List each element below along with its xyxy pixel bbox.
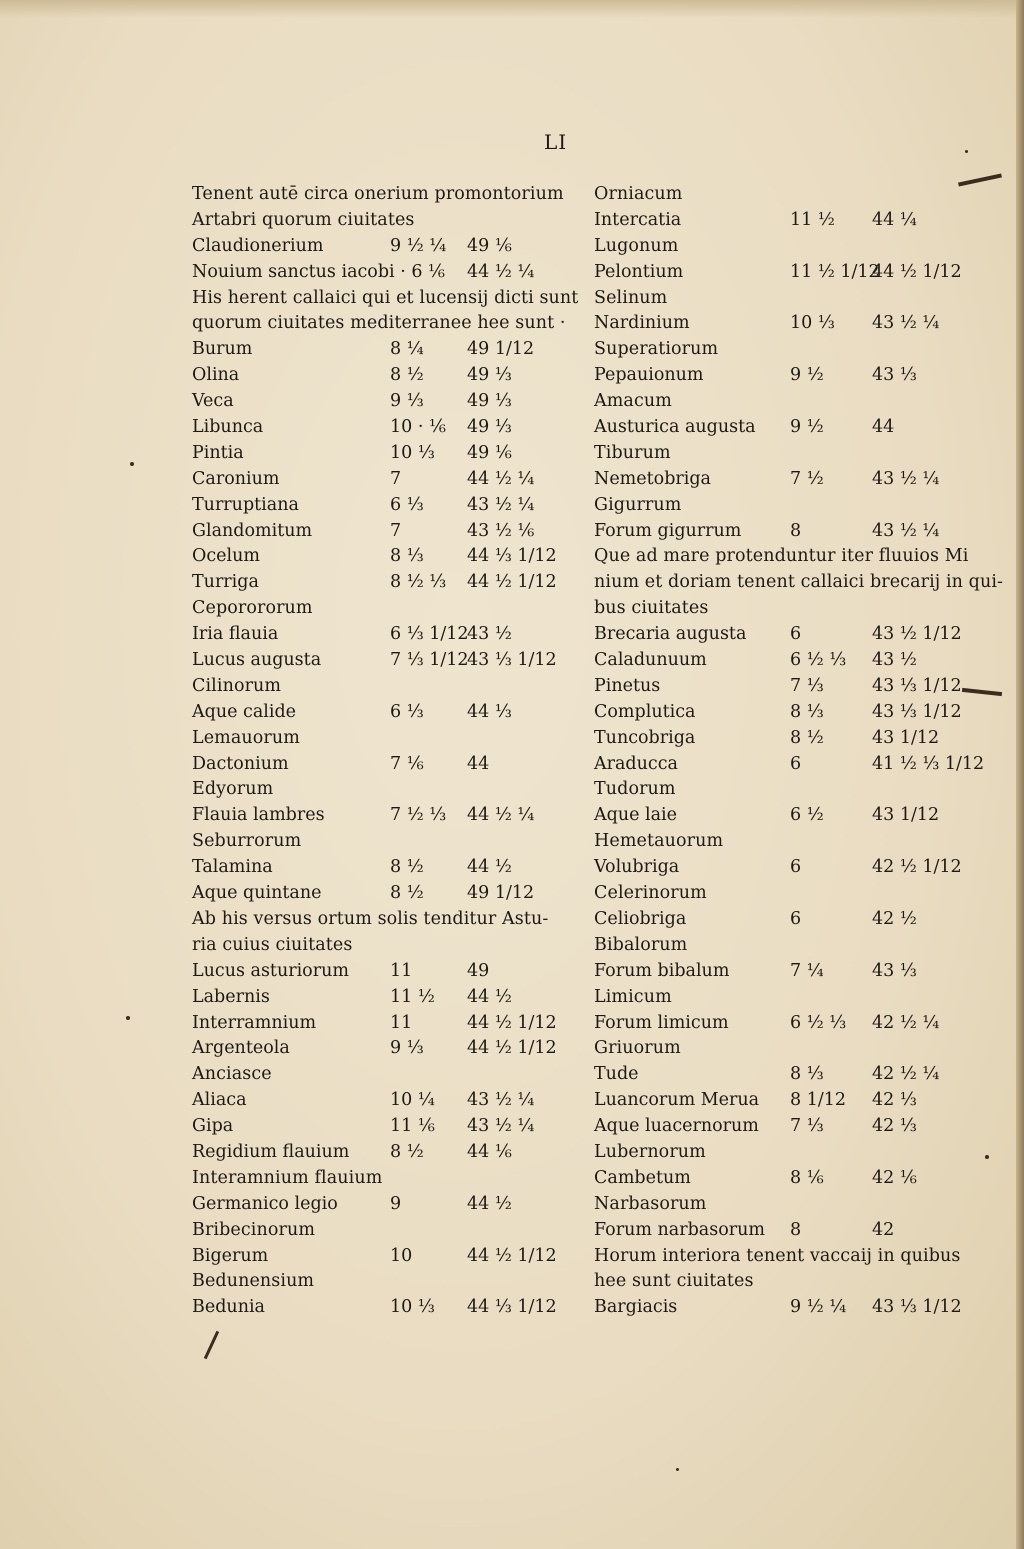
ink-speck	[985, 1155, 989, 1159]
table-row	[594, 311, 954, 337]
place-name: Interramnium	[192, 1012, 317, 1033]
table-row	[192, 700, 557, 726]
latitude-value: 42 ½ ¼	[872, 1012, 940, 1033]
table-row	[192, 855, 557, 881]
table-row	[594, 674, 962, 700]
place-name: Turruptiana	[192, 494, 299, 515]
table-row	[594, 493, 954, 519]
table-row	[192, 829, 557, 855]
place-name: Celerinorum	[594, 883, 707, 904]
table-row	[192, 208, 557, 234]
place-name: Forum bibalum	[594, 960, 730, 981]
latitude-value: 44 ½ 1/12	[467, 1012, 557, 1033]
place-name: ria cuius ciuitates	[192, 934, 353, 955]
longitude-value: 11 ½	[390, 986, 435, 1007]
latitude-value: 44	[872, 417, 895, 438]
place-name: Limicum	[594, 986, 672, 1007]
place-name: Superatiorum	[594, 339, 719, 360]
place-name: Edyorum	[192, 779, 274, 800]
place-name: Cilinorum	[192, 675, 282, 696]
place-name: Tudorum	[594, 779, 676, 800]
table-row	[594, 1062, 954, 1088]
ink-speck	[126, 1016, 130, 1020]
latitude-value: 43 ⅓ 1/12	[872, 1297, 962, 1318]
table-row	[192, 1269, 557, 1295]
table-row	[594, 234, 954, 260]
place-name: Iria flauia	[192, 624, 279, 645]
longitude-value: 9 ½ ¼	[390, 235, 447, 256]
longitude-value: 10 ⅓	[390, 442, 435, 463]
latitude-value: 43 ½ ¼	[467, 494, 535, 515]
latitude-value: 42	[872, 1219, 895, 1240]
place-name: Libunca	[192, 417, 264, 438]
longitude-value: 7 ½ ⅓	[390, 805, 447, 826]
latitude-value: 44 ⅓ 1/12	[467, 1297, 557, 1318]
table-row	[594, 441, 954, 467]
table-row	[192, 363, 557, 389]
table-row	[594, 389, 954, 415]
place-name: His herent callaici qui et lucensij dicti sunt	[192, 287, 579, 308]
table-row	[594, 1269, 954, 1295]
latitude-value: 49 ⅙	[467, 442, 512, 463]
table-row	[594, 570, 1004, 596]
longitude-value: 8 ⅙	[790, 1167, 824, 1188]
folio-number: LI	[544, 130, 568, 154]
table-row	[192, 1218, 557, 1244]
latitude-value: 41 ½ ⅓ 1/12	[872, 753, 985, 774]
table-row	[192, 182, 564, 208]
place-name: Forum gigurrum	[594, 520, 742, 541]
table-row	[192, 803, 557, 829]
place-name: Argenteola	[192, 1038, 290, 1059]
table-row	[594, 415, 954, 441]
table-row	[192, 622, 557, 648]
ink-mark	[962, 688, 1002, 696]
table-row	[192, 933, 557, 959]
place-name: Olina	[192, 365, 240, 386]
longitude-value: 8 1/12	[790, 1090, 846, 1111]
table-row	[594, 1244, 961, 1270]
table-row	[594, 1166, 954, 1192]
ink-speck	[965, 150, 968, 153]
ink-mark	[204, 1331, 219, 1359]
table-row	[594, 182, 954, 208]
place-name: Que ad mare protenduntur iter fluuios Mi	[594, 546, 969, 567]
place-name: Ceporororum	[192, 598, 313, 619]
latitude-value: 43 ⅓ 1/12	[467, 650, 557, 671]
table-row	[594, 1011, 954, 1037]
table-row	[594, 777, 954, 803]
table-row	[594, 985, 954, 1011]
latitude-value: 42 ½	[872, 908, 917, 929]
table-row	[594, 959, 954, 985]
table-row	[192, 1011, 557, 1037]
table-row	[192, 907, 557, 933]
place-name: Bedunensium	[192, 1271, 315, 1292]
latitude-value: 44 ½ ¼	[467, 805, 535, 826]
longitude-value: 6	[790, 624, 802, 645]
longitude-value: 8	[790, 520, 802, 541]
place-name: Pepauionum	[594, 365, 704, 386]
place-name: Nouium sanctus iacobi · 6 ⅙	[192, 261, 445, 282]
latitude-value: 43 ⅓ 1/12	[872, 701, 962, 722]
table-row	[192, 1192, 557, 1218]
table-row	[594, 648, 954, 674]
longitude-value: 6	[790, 908, 802, 929]
table-row	[192, 519, 557, 545]
place-name: Burum	[192, 339, 253, 360]
latitude-value: 43 1/12	[872, 805, 940, 826]
table-row	[192, 1062, 557, 1088]
place-name: Cambetum	[594, 1167, 691, 1188]
table-row	[192, 1166, 557, 1192]
longitude-value: 8 ½	[390, 365, 424, 386]
place-name: Pintia	[192, 442, 244, 463]
latitude-value: 44 ½ 1/12	[467, 572, 557, 593]
table-row	[192, 570, 557, 596]
table-row	[594, 260, 962, 286]
table-row	[192, 726, 557, 752]
place-name: Turriga	[192, 572, 259, 593]
place-name: nium et doriam tenent callaici brecarij in qui-	[594, 572, 1004, 593]
table-row	[192, 493, 557, 519]
latitude-value: 44 ½ 1/12	[872, 261, 962, 282]
table-row	[594, 519, 954, 545]
right-column	[594, 182, 1004, 1321]
place-name: Interamnium flauium	[192, 1167, 383, 1188]
place-name: Seburrorum	[192, 831, 302, 852]
table-row	[594, 467, 954, 493]
place-name: Luancorum Merua	[594, 1090, 760, 1111]
latitude-value: 49	[467, 960, 490, 981]
table-row	[594, 803, 954, 829]
place-name: Tenent autē circa onerium promontorium	[192, 184, 564, 204]
table-row	[594, 363, 954, 389]
longitude-value: 7	[390, 520, 402, 541]
table-row	[192, 260, 557, 286]
place-name: Bedunia	[192, 1297, 265, 1318]
place-name: Aque calide	[192, 701, 297, 722]
place-name: Tude	[594, 1064, 639, 1085]
latitude-value: 42 ½ ¼	[872, 1064, 940, 1085]
longitude-value: 6 ⅓ 1/12	[390, 624, 469, 645]
latitude-value: 44	[467, 753, 490, 774]
place-name: Regidium flauium	[192, 1141, 350, 1162]
table-row	[192, 1140, 557, 1166]
table-row	[594, 855, 962, 881]
latitude-value: 44 ½ ¼	[467, 468, 535, 489]
place-name: Glandomitum	[192, 520, 313, 541]
latitude-value: 43 ½ 1/12	[872, 624, 962, 645]
table-row	[594, 700, 962, 726]
place-name: Austurica augusta	[594, 417, 756, 438]
place-name: Pinetus	[594, 675, 661, 696]
longitude-value: 9 ½	[790, 417, 824, 438]
longitude-value: 6 ½ ⅓	[790, 650, 847, 671]
place-name: hee sunt ciuitates	[594, 1271, 754, 1292]
latitude-value: 44 ¼	[872, 209, 917, 230]
place-name: Caladunuum	[594, 650, 707, 671]
place-name: Artabri quorum ciuitates	[192, 209, 415, 230]
latitude-value: 43 ½ ¼	[872, 313, 940, 334]
longitude-value: 11	[390, 960, 413, 981]
longitude-value: 6 ½	[790, 805, 824, 826]
latitude-value: 43 ⅓ 1/12	[872, 675, 962, 696]
place-name: Lugonum	[594, 235, 679, 256]
page-top-shadow	[0, 0, 1024, 18]
latitude-value: 43 ½ ¼	[872, 468, 940, 489]
table-row	[594, 907, 954, 933]
latitude-value: 43 ½ ¼	[467, 1090, 535, 1111]
table-row	[192, 1114, 557, 1140]
place-name: Pelontium	[594, 261, 684, 282]
table-row	[192, 311, 566, 337]
longitude-value: 9 ½ ¼	[790, 1297, 847, 1318]
latitude-value: 44 ½ 1/12	[467, 1038, 557, 1059]
latitude-value: 43 ½ ¼	[872, 520, 940, 541]
table-row	[192, 467, 557, 493]
latitude-value: 49 1/12	[467, 883, 535, 904]
latitude-value: 44 ½	[467, 1193, 512, 1214]
place-name: Bigerum	[192, 1245, 269, 1266]
longitude-value: 8 ½	[390, 883, 424, 904]
table-row	[192, 777, 557, 803]
table-row	[594, 881, 954, 907]
place-name: Bribecinorum	[192, 1219, 316, 1240]
table-row	[192, 1036, 557, 1062]
longitude-value: 7 ⅓ 1/12	[390, 650, 469, 671]
latitude-value: 43 ⅓	[872, 365, 917, 386]
place-name: Talamina	[192, 857, 273, 878]
longitude-value: 11 ⅙	[390, 1116, 435, 1137]
place-name: Aliaca	[192, 1090, 247, 1111]
place-name: Aque laie	[594, 805, 678, 826]
place-name: Tiburum	[594, 442, 671, 463]
latitude-value: 44 ½ ¼	[467, 261, 535, 282]
place-name: Horum interiora tenent vaccaij in quibus	[594, 1245, 961, 1266]
latitude-value: 43 ½	[872, 650, 917, 671]
longitude-value: 11	[390, 1012, 413, 1033]
place-name: Claudionerium	[192, 235, 324, 256]
table-row	[192, 648, 557, 674]
table-row	[594, 208, 954, 234]
longitude-value: 8	[790, 1219, 802, 1240]
ink-speck	[130, 462, 134, 466]
table-row	[192, 234, 557, 260]
place-name: Celiobriga	[594, 908, 687, 929]
latitude-value: 42 ⅙	[872, 1167, 917, 1188]
latitude-value: 43 ½ ⅙	[467, 520, 535, 541]
place-name: Ab his versus ortum solis tenditur Astu-	[192, 908, 549, 929]
longitude-value: 6 ½ ⅓	[790, 1012, 847, 1033]
longitude-value: 7 ½	[790, 468, 824, 489]
longitude-value: 10 ¼	[390, 1090, 435, 1111]
table-row	[192, 674, 557, 700]
place-name: Hemetauorum	[594, 831, 724, 852]
place-name: Veca	[192, 391, 234, 412]
table-row	[594, 1295, 962, 1321]
longitude-value: 7 ⅓	[790, 1116, 824, 1137]
table-row	[192, 752, 557, 778]
table-row	[594, 1088, 954, 1114]
table-row	[192, 415, 557, 441]
latitude-value: 43 ½	[467, 624, 512, 645]
place-name: Orniacum	[594, 184, 683, 204]
longitude-value: 9 ½	[790, 365, 824, 386]
place-name: quorum ciuitates mediterranee hee sunt ·	[192, 313, 566, 334]
table-row	[594, 933, 954, 959]
longitude-value: 8 ½	[390, 1141, 424, 1162]
table-row	[192, 959, 557, 985]
latitude-value: 44 ⅓	[467, 701, 512, 722]
latitude-value: 49 ⅙	[467, 235, 512, 256]
table-row	[192, 286, 579, 312]
latitude-value: 49 ⅓	[467, 391, 512, 412]
place-name: Caronium	[192, 468, 280, 489]
longitude-value: 8 ⅓	[790, 701, 824, 722]
longitude-value: 8 ⅓	[790, 1064, 824, 1085]
place-name: Nardinium	[594, 313, 690, 334]
longitude-value: 9 ⅓	[390, 391, 424, 412]
longitude-value: 6	[790, 857, 802, 878]
place-name: Flauia lambres	[192, 805, 325, 826]
longitude-value: 10 ⅓	[390, 1297, 435, 1318]
table-row	[192, 544, 557, 570]
place-name: Brecaria augusta	[594, 624, 747, 645]
longitude-value: 7 ⅙	[390, 753, 424, 774]
latitude-value: 49 ⅓	[467, 365, 512, 386]
table-row	[594, 1114, 954, 1140]
ink-speck	[676, 1468, 679, 1471]
latitude-value: 44 ½	[467, 986, 512, 1007]
place-name: Narbasorum	[594, 1193, 707, 1214]
longitude-value: 11 ½	[790, 209, 835, 230]
longitude-value: 7	[390, 468, 402, 489]
place-name: Volubriga	[594, 857, 680, 878]
table-row	[594, 1140, 954, 1166]
table-row	[192, 1295, 557, 1321]
table-row	[192, 985, 557, 1011]
table-row	[192, 1088, 557, 1114]
place-name: Intercatia	[594, 209, 682, 230]
latitude-value: 42 ⅓	[872, 1090, 917, 1111]
longitude-value: 8 ¼	[390, 339, 424, 360]
place-name: Gigurrum	[594, 494, 682, 515]
place-name: Lucus augusta	[192, 650, 322, 671]
table-row	[594, 752, 985, 778]
table-row	[192, 389, 557, 415]
longitude-value: 6 ⅓	[390, 701, 424, 722]
table-row	[594, 1192, 954, 1218]
left-column	[192, 182, 579, 1321]
place-name: Lemauorum	[192, 727, 300, 748]
longitude-value: 8 ½	[390, 857, 424, 878]
place-name: Amacum	[594, 391, 672, 412]
longitude-value: 7 ¼	[790, 960, 824, 981]
place-name: Bibalorum	[594, 934, 688, 955]
place-name: Germanico legio	[192, 1193, 338, 1214]
page-right-edge	[1016, 0, 1024, 1549]
place-name: Aque luacernorum	[594, 1116, 759, 1137]
table-row	[192, 441, 557, 467]
longitude-value: 9 ⅓	[390, 1038, 424, 1059]
place-name: Tuncobriga	[594, 727, 696, 748]
table-row	[594, 1218, 954, 1244]
place-name: Lucus asturiorum	[192, 960, 349, 981]
place-name: Anciasce	[192, 1064, 272, 1085]
place-name: Bargiacis	[594, 1297, 678, 1318]
table-row	[594, 596, 954, 622]
table-row	[594, 337, 954, 363]
place-name: Dactonium	[192, 753, 289, 774]
place-name: Forum narbasorum	[594, 1219, 765, 1240]
place-name: bus ciuitates	[594, 598, 709, 619]
place-name: Forum limicum	[594, 1012, 729, 1033]
longitude-value: 6	[790, 753, 802, 774]
latitude-value: 49 ⅓	[467, 417, 512, 438]
table-row	[192, 596, 557, 622]
place-name: Labernis	[192, 986, 270, 1007]
table-row	[594, 286, 954, 312]
latitude-value: 43 ½ ¼	[467, 1116, 535, 1137]
latitude-value: 49 1/12	[467, 339, 535, 360]
longitude-value: 6 ⅓	[390, 494, 424, 515]
table-row	[594, 622, 962, 648]
longitude-value: 10 ⅓	[790, 313, 835, 334]
place-name: Ocelum	[192, 546, 260, 567]
latitude-value: 44 ½	[467, 857, 512, 878]
longitude-value: 8 ⅓	[390, 546, 424, 567]
table-row	[594, 544, 969, 570]
longitude-value: 11 ½ 1/12	[790, 261, 880, 282]
longitude-value: 7 ⅓	[790, 675, 824, 696]
longitude-value: 9	[390, 1193, 402, 1214]
table-row	[594, 726, 954, 752]
place-name: Complutica	[594, 701, 696, 722]
latitude-value: 42 ½ 1/12	[872, 857, 962, 878]
table-row	[594, 1036, 954, 1062]
table-row	[192, 881, 557, 907]
longitude-value: 10 · ⅙	[390, 417, 446, 438]
latitude-value: 43 ⅓	[872, 960, 917, 981]
place-name: Araducca	[594, 753, 678, 774]
place-name: Nemetobriga	[594, 468, 711, 489]
latitude-value: 43 1/12	[872, 727, 940, 748]
place-name: Griuorum	[594, 1038, 681, 1059]
table-row	[192, 1244, 557, 1270]
place-name: Lubernorum	[594, 1141, 706, 1162]
longitude-value: 8 ½	[790, 727, 824, 748]
latitude-value: 42 ⅓	[872, 1116, 917, 1137]
latitude-value: 44 ⅙	[467, 1141, 512, 1162]
place-name: Aque quintane	[192, 883, 322, 904]
latitude-value: 44 ⅓ 1/12	[467, 546, 557, 567]
table-row	[192, 337, 557, 363]
place-name: Gipa	[192, 1116, 234, 1137]
place-name: Selinum	[594, 287, 668, 308]
longitude-value: 10	[390, 1245, 413, 1266]
table-row	[594, 829, 954, 855]
longitude-value: 8 ½ ⅓	[390, 572, 447, 593]
ink-mark	[958, 173, 1002, 186]
latitude-value: 44 ½ 1/12	[467, 1245, 557, 1266]
